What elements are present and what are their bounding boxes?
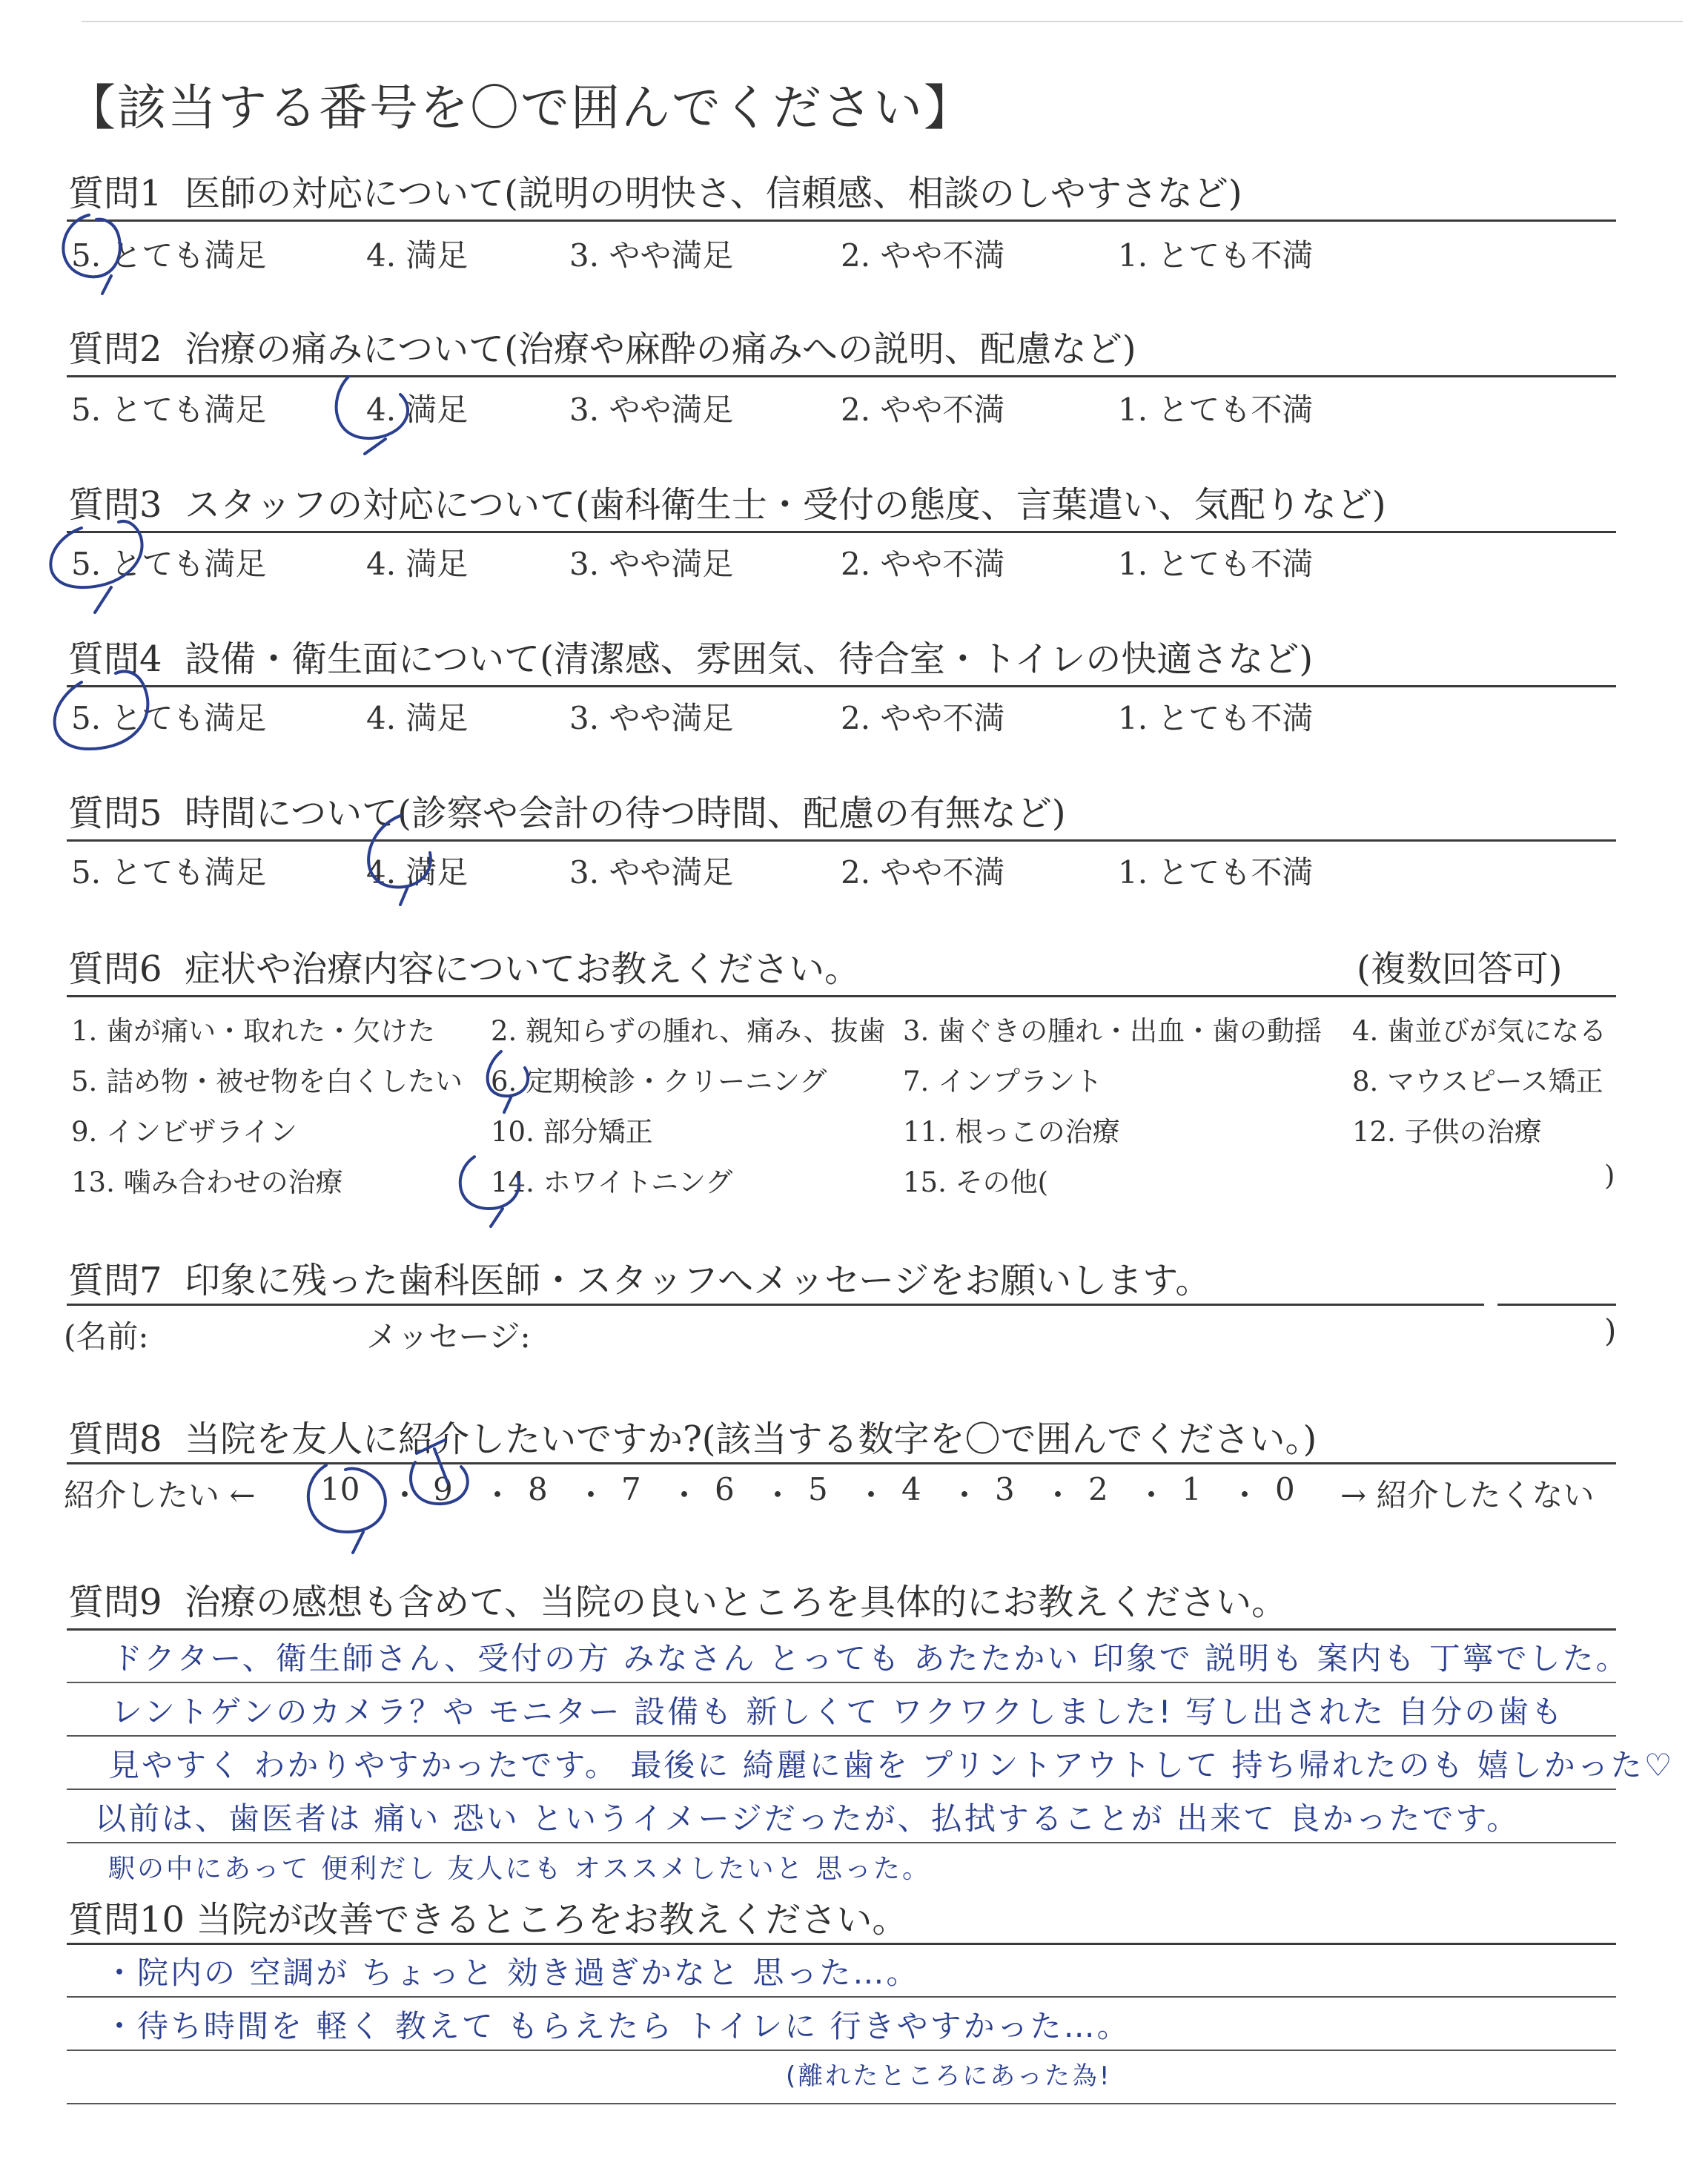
q3-option-3[interactable]: 3. やや満足: [569, 546, 734, 582]
q6-item-3[interactable]: 3. 歯ぐきの腫れ・出血・歯の動揺: [903, 1015, 1323, 1047]
q8-scale-0[interactable]: 0: [1275, 1471, 1295, 1507]
q5-option-4[interactable]: 4. 満足: [366, 854, 469, 891]
question-5-text: 時間について(診察や会計の待つ時間、配慮の有無など): [185, 793, 1066, 834]
question-9-rule: [67, 1628, 1616, 1631]
question-7-text: 印象に残った歯科医師・スタッフへメッセージをお願いします。: [185, 1260, 1211, 1301]
q6-item-1[interactable]: 1. 歯が痛い・取れた・欠けた: [71, 1015, 436, 1047]
q6-item-15[interactable]: 15. その他(: [903, 1166, 1049, 1198]
q8-scale-9[interactable]: 9: [433, 1471, 453, 1507]
q8-dot: ・: [855, 1477, 887, 1513]
question-2-title: [68, 320, 1136, 371]
q9-answer-2: レントゲンのカメラ？や モニター 設備も 新しくて ワクワクしました! 写し出された 自分の歯も: [111, 1694, 1565, 1730]
question-6-label: 質問6: [68, 948, 162, 990]
question-5-label: 質問5: [68, 793, 162, 834]
q9-answer-line: [67, 1789, 1616, 1790]
question-7-rule-right: [1497, 1304, 1616, 1306]
question-8-text: 当院を友人に紹介したいですか?(該当する数字を〇で囲んでください。): [185, 1418, 1317, 1460]
q3-option-2[interactable]: 2. やや不満: [841, 546, 1005, 582]
q9-answer-5: 駅の中にあって 便利だし 友人にも オススメしたいと 思った。: [108, 1854, 932, 1884]
q1-option-1[interactable]: 1. とても不満: [1118, 237, 1314, 274]
question-2-rule: [67, 375, 1616, 377]
q5-option-1[interactable]: 1. とても不満: [1118, 854, 1314, 891]
question-10-rule: [67, 1943, 1616, 1945]
q9-answer-line: [67, 1735, 1616, 1737]
q6-item-13[interactable]: 13. 噛み合わせの治療: [71, 1166, 343, 1198]
question-1-rule: [67, 219, 1616, 222]
question-6-note: (複数回答可): [1357, 948, 1563, 990]
question-4-text: 設備・衛生面について(清潔感、雰囲気、待合室・トイレの快適さなど): [185, 638, 1314, 680]
q4-option-3[interactable]: 3. やや満足: [569, 700, 734, 736]
question-1-title: [68, 165, 1242, 216]
q8-dot: ・: [1229, 1477, 1261, 1513]
q8-scale-5[interactable]: 5: [808, 1471, 828, 1507]
question-2-label: 質問2: [68, 328, 162, 370]
question-7-label: 質問7: [68, 1260, 162, 1301]
q5-option-5[interactable]: 5. とても満足: [71, 854, 267, 891]
question-7-title: [68, 1252, 1211, 1303]
q9-answer-3: 見やすく わかりやすかったです。 最後に 綺麗に歯を プリントアウトして 持ち帰れたのも 嬉しかった♡: [108, 1747, 1675, 1783]
question-4-title: [68, 630, 1313, 681]
question-10-title: [68, 1891, 907, 1942]
question-9-title: [68, 1573, 1287, 1625]
q10-answer-line: [67, 2050, 1616, 2051]
q2-option-2[interactable]: 2. やや不満: [841, 392, 1005, 428]
q9-answer-1: ドクター、衛生師さん、受付の方 みなさん とっても あたたかい 印象で 説明も 案内も 丁寧でした。: [111, 1640, 1629, 1677]
q3-option-5[interactable]: 5. とても満足: [71, 546, 267, 582]
question-8-label: 質問8: [68, 1418, 162, 1460]
q10-answer-3: (離れたところにあった為!: [786, 2061, 1112, 2091]
question-7-rule: [67, 1304, 1484, 1306]
q1-option-5[interactable]: 5. とても満足: [71, 237, 267, 274]
question-10-text: 当院が改善できるところをお教えください。: [196, 1899, 908, 1941]
top-border: [82, 21, 1683, 22]
q9-answer-line: [67, 1842, 1616, 1843]
q8-dot: ・: [1136, 1477, 1168, 1513]
q6-item-9[interactable]: 9. インビザライン: [71, 1116, 297, 1148]
question-4-rule: [67, 685, 1616, 687]
q7-message-label: メッセージ:: [366, 1318, 531, 1355]
q6-item-6[interactable]: 6. 定期検診・クリーニング: [491, 1066, 827, 1097]
q8-left-label: 紹介したい ←: [64, 1477, 256, 1513]
question-2-text: 治療の痛みについて(治療や麻酔の痛みへの説明、配慮など): [185, 328, 1136, 370]
question-3-rule: [67, 531, 1616, 533]
question-8-rule: [67, 1462, 1616, 1464]
q8-scale-10[interactable]: 10: [320, 1471, 360, 1507]
q10-answer-2: ・待ち時間を 軽く 教えて もらえたら トイレに 行きやすかった…。: [104, 2008, 1131, 2044]
q10-answer-line: [67, 1996, 1616, 1998]
q8-scale-6[interactable]: 6: [715, 1471, 735, 1507]
q8-dot: ・: [949, 1477, 981, 1513]
q3-option-4[interactable]: 4. 満足: [366, 546, 469, 582]
q8-right-label: → 紹介したくない: [1340, 1477, 1595, 1513]
q1-option-2[interactable]: 2. やや不満: [841, 237, 1005, 274]
q2-option-3[interactable]: 3. やや満足: [569, 392, 734, 428]
question-9-label: 質問9: [68, 1582, 162, 1623]
q8-scale-4[interactable]: 4: [901, 1471, 921, 1507]
question-3-title: [68, 476, 1386, 527]
q5-option-2[interactable]: 2. やや不満: [841, 854, 1005, 891]
page-title: 【該当する番号を〇で囲んでください】: [67, 79, 974, 136]
q4-option-1[interactable]: 1. とても不満: [1118, 700, 1314, 736]
q6-item-8[interactable]: 8. マウスピース矯正: [1352, 1066, 1603, 1097]
q8-scale-2[interactable]: 2: [1088, 1471, 1108, 1507]
q6-item-5[interactable]: 5. 詰め物・被せ物を白くしたい: [71, 1066, 463, 1097]
q6-item-12[interactable]: 12. 子供の治療: [1352, 1116, 1542, 1148]
q6-item-2[interactable]: 2. 親知らずの腫れ、痛み、抜歯: [491, 1015, 886, 1047]
q6-item-7[interactable]: 7. インプラント: [903, 1066, 1103, 1097]
q8-dot: ・: [762, 1477, 794, 1513]
q8-dot: ・: [389, 1477, 421, 1513]
question-5-rule: [67, 839, 1616, 842]
q8-scale-7[interactable]: 7: [621, 1471, 641, 1507]
question-3-label: 質問3: [68, 484, 162, 526]
q7-close-paren: ): [1604, 1312, 1617, 1349]
q8-scale-1[interactable]: 1: [1182, 1471, 1202, 1507]
q1-option-4[interactable]: 4. 満足: [366, 237, 469, 274]
q3-option-1[interactable]: 1. とても不満: [1118, 546, 1314, 582]
q6-item-14[interactable]: 14. ホワイトニング: [491, 1166, 733, 1198]
q2-option-1[interactable]: 1. とても不満: [1118, 392, 1314, 428]
q9-answer-4: 以前は、歯医者は 痛い 恐い というイメージだったが、払拭することが 出来て 良かったです。: [95, 1800, 1520, 1837]
question-5-title: [68, 785, 1066, 836]
q4-option-2[interactable]: 2. やや不満: [841, 700, 1005, 736]
q6-item-15-close: ): [1604, 1160, 1615, 1192]
q2-option-5[interactable]: 5. とても満足: [71, 392, 267, 428]
q4-option-4[interactable]: 4. 満足: [366, 700, 469, 736]
question-6-title: [68, 940, 860, 991]
q8-scale-3[interactable]: 3: [995, 1471, 1015, 1507]
q6-item-10[interactable]: 10. 部分矯正: [491, 1116, 653, 1148]
q5-option-3[interactable]: 3. やや満足: [569, 854, 734, 891]
question-1-label: 質問1: [68, 173, 162, 214]
q6-item-4[interactable]: 4. 歯並びが気になる: [1352, 1015, 1607, 1047]
question-6-text: 症状や治療内容についてお教えください。: [185, 948, 861, 990]
question-9-text: 治療の感想も含めて、当院の良いところを具体的にお教えください。: [185, 1582, 1288, 1623]
question-3-text: スタッフの対応について(歯科衛生士・受付の態度、言葉遣い、気配りなど): [185, 484, 1386, 526]
q8-scale-8[interactable]: 8: [528, 1471, 548, 1507]
q2-option-4[interactable]: 4. 満足: [366, 392, 469, 428]
q7-name-label: (名前:: [64, 1318, 149, 1355]
q8-dot: ・: [482, 1477, 514, 1513]
q4-option-5[interactable]: 5. とても満足: [71, 700, 267, 736]
question-6-rule: [67, 995, 1616, 997]
q8-dot: ・: [669, 1477, 701, 1513]
q9-answer-line: [67, 1682, 1616, 1683]
q8-dot: ・: [575, 1477, 607, 1513]
q1-option-3[interactable]: 3. やや満足: [569, 237, 734, 274]
q10-answer-1: ・院内の 空調が ちょっと 効き過ぎかなと 思った…。: [104, 1955, 920, 1991]
question-4-label: 質問4: [68, 638, 162, 680]
question-1-text: 医師の対応について(説明の明快さ、信頼感、相談のしやすさなど): [185, 173, 1242, 214]
question-8-title: [68, 1410, 1317, 1462]
q8-dot: ・: [1042, 1477, 1074, 1513]
q10-answer-line: [67, 2103, 1616, 2104]
question-10-label: 質問10: [68, 1899, 185, 1941]
q6-item-11[interactable]: 11. 根っこの治療: [903, 1116, 1120, 1148]
